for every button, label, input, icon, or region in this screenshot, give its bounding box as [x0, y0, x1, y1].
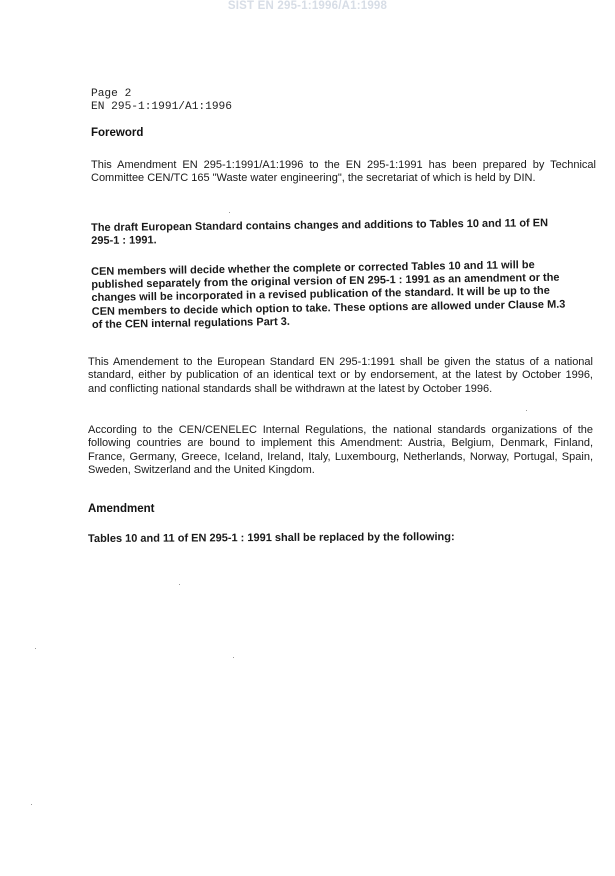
foreword-paragraph-5: According to the CEN/CENELEC Internal Regulations, the national standards organizations of the following countries are bound to implement this Amendment: Austria, Belgium, Denmark, Finland, France, Germany, Greece, Iceland, Ireland, Italy, Luxembourg, Netherlands, Norway, Portugal, Spain, Sweden, Switzerland and the United Kingdom.	[88, 424, 593, 477]
scan-speck	[233, 657, 234, 658]
scan-speck	[31, 804, 32, 805]
scan-speck	[35, 648, 36, 649]
foreword-paragraph-2: The draft European Standard contains changes and additions to Tables 10 and 11 of EN 295-1 : 1991.	[91, 217, 549, 248]
foreword-paragraph-1: This Amendment EN 295-1:1991/A1:1996 to the EN 295-1:1991 has been prepared by Technical Committee CEN/TC 165 "Waste water engineering", the secretariat of which is held by DIN.	[91, 159, 596, 185]
page-number: Page 2	[91, 88, 132, 100]
foreword-paragraph-3: CEN members will decide whether the complete or corrected Tables 10 and 11 will be published separately from the original version of EN 295-1 : 1991 as an amendment or the changes will be incorporated in a revised publication of the standard. It will be up to the CEN members to decide which option to take. These options are allowed under Clause M.3 of the CEN internal regulations Part 3.	[91, 259, 566, 331]
page-reference	[91, 88, 232, 113]
scan-speck	[526, 410, 527, 411]
amendment-heading: Amendment	[88, 503, 155, 515]
foreword-heading: Foreword	[91, 127, 144, 139]
foreword-paragraph-4: This Amendement to the European Standard EN 295-1:1991 shall be given the status of a national standard, either by publication of an identical text or by endorsement, at the latest by October 1996, and conflicting national standards shall be withdrawn at the latest by October 1996.	[88, 356, 593, 395]
document-id: EN 295-1:1991/A1:1996	[91, 100, 232, 113]
scan-speck	[229, 212, 230, 213]
watermark: SIST EN 295-1:1996/A1:1998	[227, 0, 388, 12]
scan-speck	[179, 584, 180, 585]
amendment-paragraph-1: Tables 10 and 11 of EN 295-1 : 1991 shall be replaced by the following:	[88, 531, 455, 545]
